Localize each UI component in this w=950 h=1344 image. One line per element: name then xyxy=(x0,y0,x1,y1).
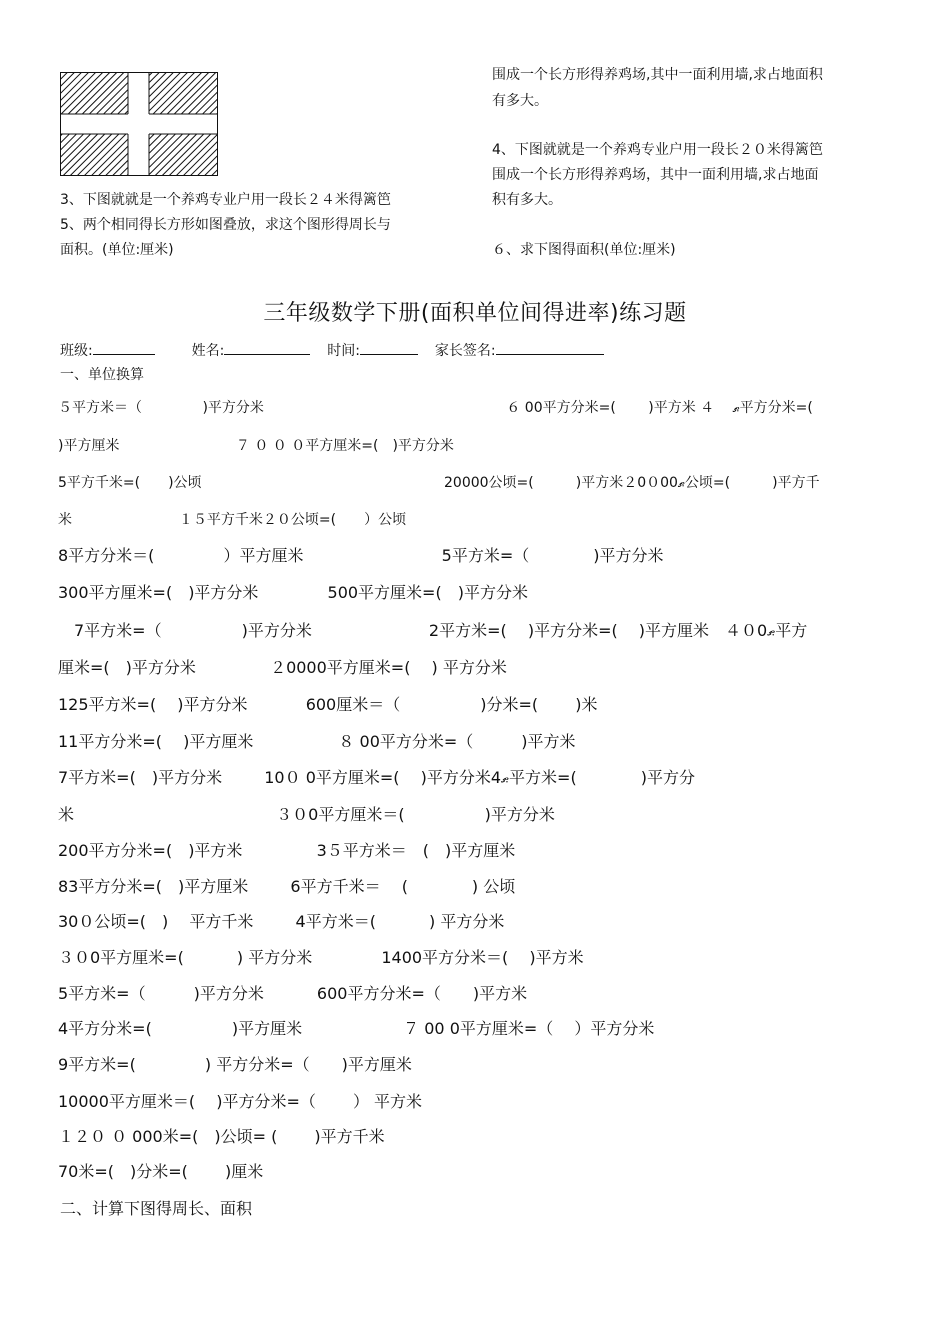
exercise-line: 83平方分米=( )平方厘米 6平方千米＝ ( ) 公顷 xyxy=(58,877,516,896)
exercise-line: 11平方分米=( )平方厘米 ８ 00平方分米=（ )平方米 xyxy=(58,732,576,751)
page-title: 三年级数学下册(面积单位间得进率)练习题 xyxy=(263,301,687,326)
exercise-line: ３０0平方厘米=( ) 平方分米 1400平方分米＝( )平方米 xyxy=(58,948,584,967)
exercise-line: 300平方厘米=( )平方分米 500平方厘米=( )平方分米 xyxy=(58,583,528,602)
parent-signature-blank[interactable] xyxy=(496,340,604,355)
hatched-block-bottom-right xyxy=(149,134,217,175)
right-text-line-2: 有多大。 xyxy=(492,93,548,109)
exercise-line: 10000平方厘米＝( )平方分米=（ ） 平方米 xyxy=(58,1092,423,1111)
exercise-line: 厘米=( )平方分米 ２0000平方厘米=( ) 平方分米 xyxy=(58,658,507,677)
section-perimeter-area: 二、计算下图得周长、面积 xyxy=(60,1199,253,1218)
right-text-line-3: 4、下图就就是一个养鸡专业户用一段长２０米得篱笆 xyxy=(492,142,823,158)
exercise-line: )平方厘米 ７ ０ ０ ０平方厘米=( )平方分米 xyxy=(58,438,454,454)
left-text-line-3: 面积。(单位:厘米) xyxy=(60,242,174,258)
parent-signature-label: 家长签名: xyxy=(434,343,496,359)
right-text-line-4: 围成一个长方形得养鸡场，其中一面利用墙,求占地面 xyxy=(492,167,819,183)
name-label: 姓名: xyxy=(191,343,225,359)
time-label: 时间: xyxy=(327,343,360,359)
right-text-line-5: 积有多大。 xyxy=(492,192,562,208)
exercise-line: 5平方千米=( )公顷 20000公顷=( )平方米２0０00ޠ公顷=( )平方千 xyxy=(58,475,820,491)
exercise-line: 200平方分米=( )平方米 3５平方米＝ ( )平方厘米 xyxy=(58,841,516,860)
exercise-line: 米 ３０0平方厘米＝( )平方分米 xyxy=(58,805,555,824)
exercise-line: 5平方米=（ )平方分米 600平方分米=（ )平方米 xyxy=(58,984,528,1003)
hatched-block-top-right xyxy=(149,73,217,114)
left-text-line-1: 3、下图就就是一个养鸡专业户用一段长２４米得篱笆 xyxy=(60,192,391,208)
right-text-line-1: 围成一个长方形得养鸡场,其中一面利用墙,求占地面积 xyxy=(492,67,823,83)
exercise-line: 米 １５平方千米２０公顷=( ）公顷 xyxy=(58,512,407,528)
exercise-line: 9平方米=( ) 平方分米=（ )平方厘米 xyxy=(58,1055,412,1074)
time-blank[interactable] xyxy=(360,340,418,355)
hatched-rectangle-figure xyxy=(60,72,218,176)
hatched-block-top-left xyxy=(61,73,128,114)
exercise-line: １２０ ０ 000米=( )公顷= ( )平方千米 xyxy=(58,1127,385,1146)
class-label: 班级: xyxy=(60,343,93,359)
exercise-line: 7平方米=（ )平方分米 2平方米=( )平方分米=( )平方厘米 ４０0ޠ平方 xyxy=(58,621,808,640)
hatched-block-bottom-left xyxy=(61,134,128,175)
exercise-line: 70米=( )分米=( )厘米 xyxy=(58,1162,264,1181)
exercise-line: ５平方米＝（ )平方分米 ６ 00平方分米=( )平方米 ４ ޠ平方分米=( xyxy=(58,400,813,416)
exercise-line: 30０公顷=( ) 平方千米 4平方米＝( ) 平方分米 xyxy=(58,912,505,931)
right-text-line-6: ６、求下图得面积(单位:厘米) xyxy=(492,242,676,258)
exercise-line: 8平方分米＝( ）平方厘米 5平方米=（ )平方分米 xyxy=(58,546,664,565)
exercise-line: 4平方分米=( )平方厘米 ７ 00 0平方厘米=（ ）平方分米 xyxy=(58,1019,655,1038)
name-blank[interactable] xyxy=(224,340,310,355)
info-line xyxy=(60,340,604,360)
class-blank[interactable] xyxy=(93,340,155,355)
section-unit-conversion: 一、单位换算 xyxy=(60,367,144,383)
exercise-line: 125平方米=( )平方分米 600厘米＝（ )分米=( )米 xyxy=(58,695,598,714)
left-text-line-2: 5、两个相同得长方形如图叠放，求这个图形得周长与 xyxy=(60,217,391,233)
exercise-line: 7平方米=( )平方分米 10０ 0平方厘米=( )平方分米4ޠ平方米=( )平方分 xyxy=(58,768,695,787)
